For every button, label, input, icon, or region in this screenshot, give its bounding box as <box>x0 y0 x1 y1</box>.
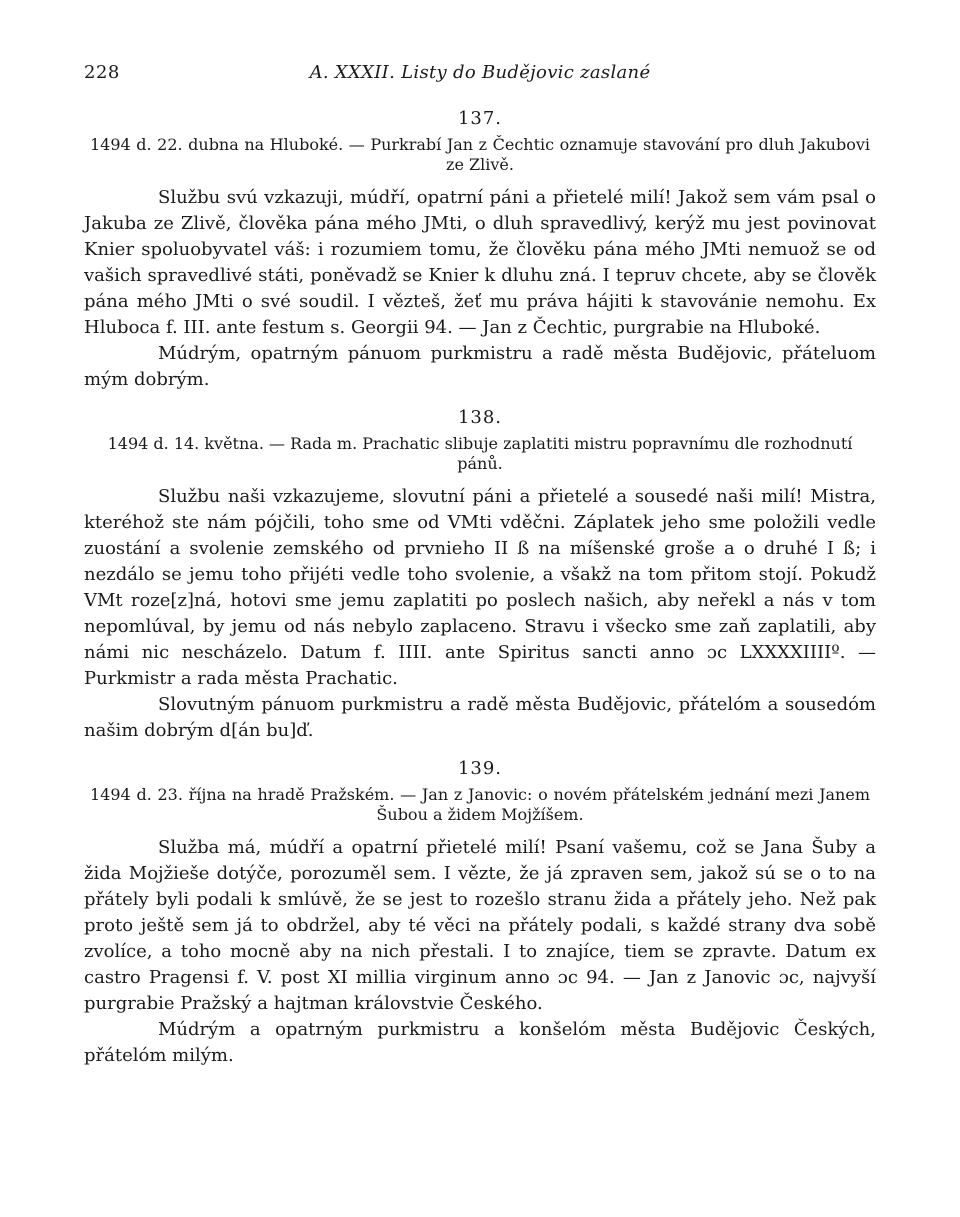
letter-137 <box>84 108 876 393</box>
letter-regest: 1494 d. 14. května. — Rada m. Prachatic slibuje zaplatiti mistru popravnímu dle rozhodnutí pánů. <box>107 434 853 473</box>
letter-body: Službu svú vzkazuji, múdří, opatrní páni a přietelé milí! Jakož sem vám psal o Jakuba ze Zlivě, člověka pána mého JMti, o dluh spravedlivý, kerýž mu jest povinovat Knier spoluobyvatel váš: i rozumiem tomu, že člověku pána mého JMti nemuož se od vašich spravedlivé státi, poněvadž se Knier k dluhu zná. I tepruv chcete, aby se člověk pána mého JMti o své soudil. I vězteš, žeť mu práva hájiti k stavovánie nemohu. Ex Hluboca f. III. ante festum s. Georgii 94. — Jan z Čechtic, purgrabie na Hluboké. <box>84 187 876 338</box>
letter-regest: 1494 d. 22. dubna na Hluboké. — Purkrabí Jan z Čechtic oznamuje stavování pro dluh Jakubovi ze Zlivě. <box>90 135 870 174</box>
letter-body: Službu naši vzkazujeme, slovutní páni a přietelé a sousedé naši milí! Mistra, kteréhož ste nám pójčili, toho sme od VMti vděčni. Záplatek jeho sme položili vedle zuostání a svolenie zemského od prvnieho II ß na míšenské groše a o druhé I ß; i nezdálo se jemu toho přijéti vedle toho svolenie, a všakž na tom přitom stojí. Pokudž VMt roze[z]ná, hotovi sme jemu zaplatiti po poslech našich, aby neřekl a nás v tom nepomlúval, by jemu od nás nebylo zaplaceno. Stravu i všecko sme zaň zaplatili, aby námi nic nescházelo. Datum f. IIII. ante Spiritus sancti anno ɔc LXXXXIIIIº. — Purkmistr a rada města Prachatic. <box>84 486 876 689</box>
letter-regest: 1494 d. 23. října na hradě Pražském. — Jan z Janovic: o novém přátelském jednání mezi Janem Šubou a židem Mojžíšem. <box>90 785 870 824</box>
document-page <box>84 58 876 1069</box>
letter-138 <box>84 407 876 744</box>
letter-139 <box>84 758 876 1069</box>
letter-number: 137. <box>457 108 503 129</box>
letter-address: Slovutným pánuom purkmistru a radě města Budějovic, přátelóm a sousedóm našim dobrým d[án bu]ď. <box>84 694 876 741</box>
running-head <box>84 58 876 94</box>
running-title: A. XXXII. Listy do Budějovic zaslané <box>309 62 651 83</box>
letter-address: Múdrým, opatrným pánuom purkmistru a radě města Budějovic, přáteluom mým dobrým. <box>84 343 876 390</box>
letter-body: Služba má, múdří a opatrní přietelé milí! Psaní vašemu, což se Jana Šuby a žida Mojžieše dotýče, porozuměl sem. I vězte, že já zpraven sem, jakož sú se o to na přátely byli podali k smlúvě, že se jest to rozešlo stranu žida a přátely jeho. Než pak proto ještě sem já to obdržel, aby té věci na přátely podali, s každé strany dva sobě zvolíce, a toho mocně aby na nich přestali. I to znajíce, tiem se zpravte. Datum ex castro Pragensi f. V. post XI millia virginum anno ɔc 94. — Jan z Janovic ɔc, najvyší purgrabie Pražský a hajtman královstvie Českého. <box>84 837 876 1014</box>
page-number: 228 <box>84 62 120 83</box>
letter-number: 139. <box>457 758 503 779</box>
letter-number: 138. <box>457 407 503 428</box>
letter-address: Múdrým a opatrným purkmistru a konšelóm města Budějovic Českých, přátelóm milým. <box>84 1019 876 1066</box>
